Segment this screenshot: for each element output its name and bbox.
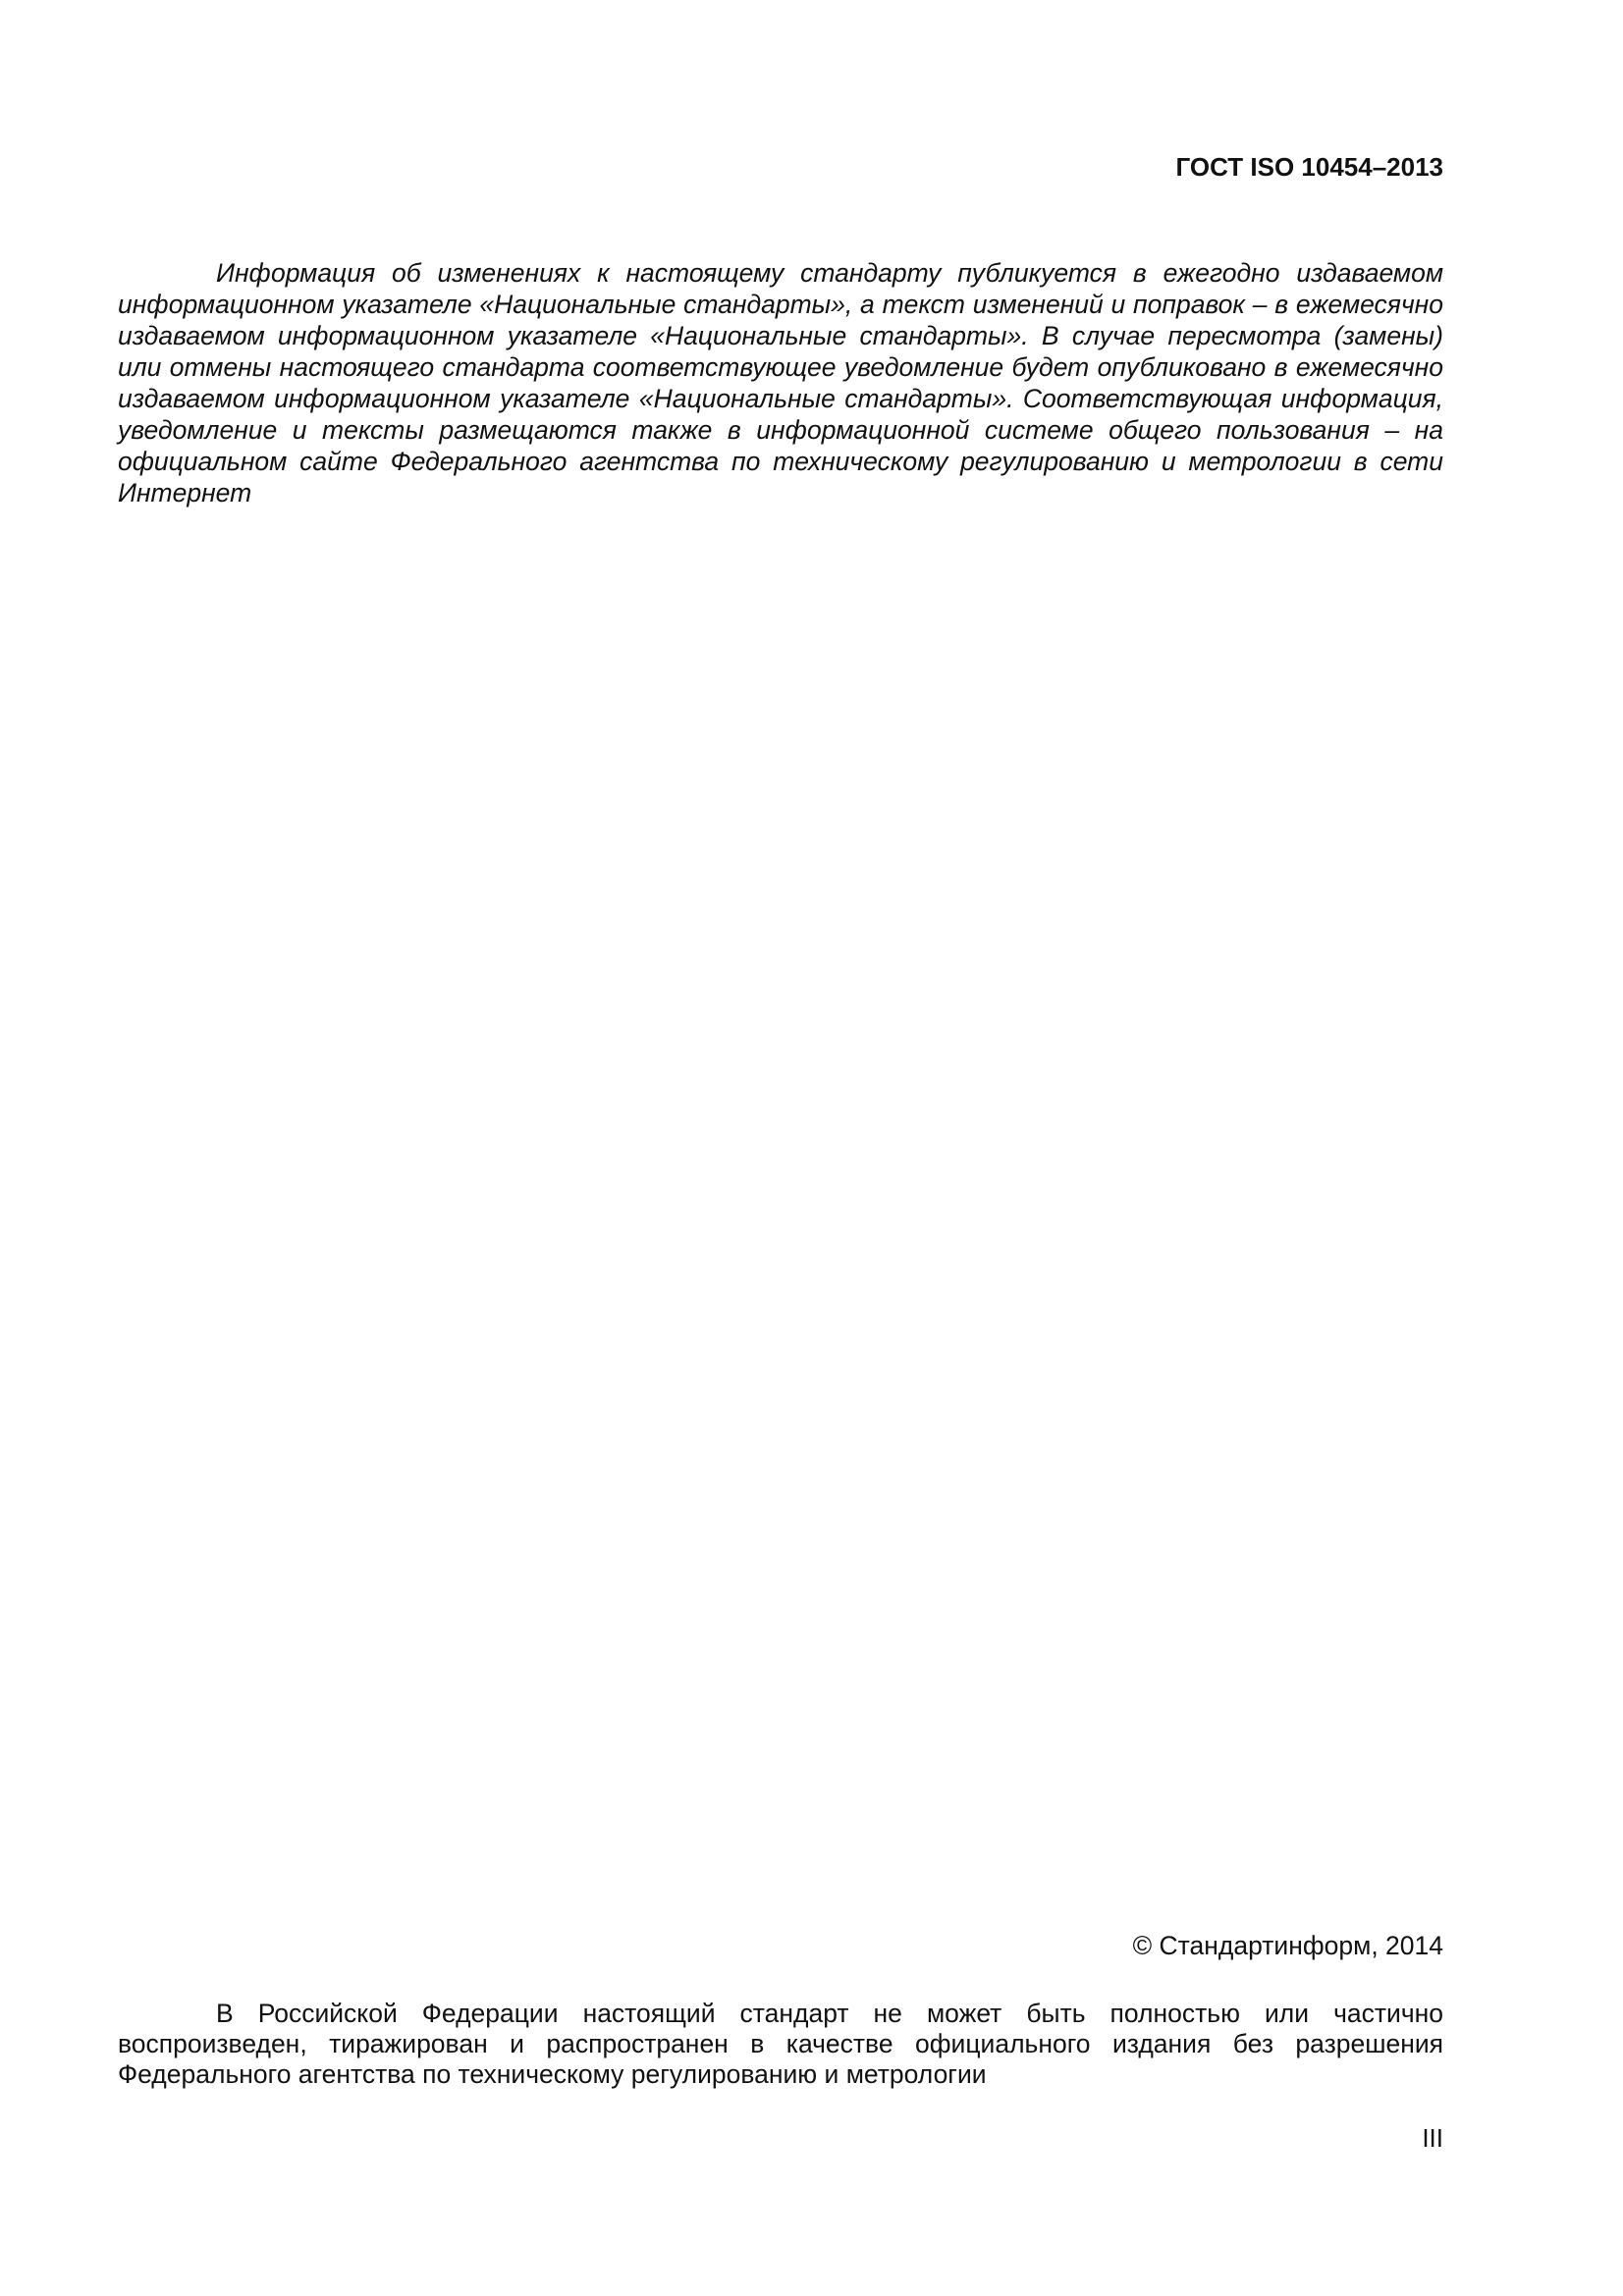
amendments-notice-paragraph: Информация об изменениях к настоящему стандарту публикуется в ежегодно издаваемом информационном указателе «Национальные стандарты», а текст изменений и поправок – в ежемесячно издаваемом информационном указателе «Национальные стандарты». В случае пересмотра (замены) или отмены настоящего стандарта соответствующее уведомление будет опубликовано в ежемесячно издаваемом информационном указателе «Национальные стандарты». Соответствующая информация, уведомление и тексты размещаются также в информационной системе общего пользования – на официальном сайте Федерального агентства по техническому регулированию и метрологии в сети Интернет	[118, 258, 1443, 507]
reproduction-notice-paragraph: В Российской Федерации настоящий стандарт не может быть полностью или частично воспроизведен, тиражирован и распространен в качестве официального издания без разрешения Федерального агентства по техническому регулированию и метрологии	[118, 1999, 1443, 2089]
document-code-header: ГОСТ ISO 10454–2013	[1175, 152, 1443, 182]
copyright-notice: © Стандартинформ, 2014	[1132, 1931, 1443, 1960]
page-number: III	[1422, 2123, 1443, 2153]
